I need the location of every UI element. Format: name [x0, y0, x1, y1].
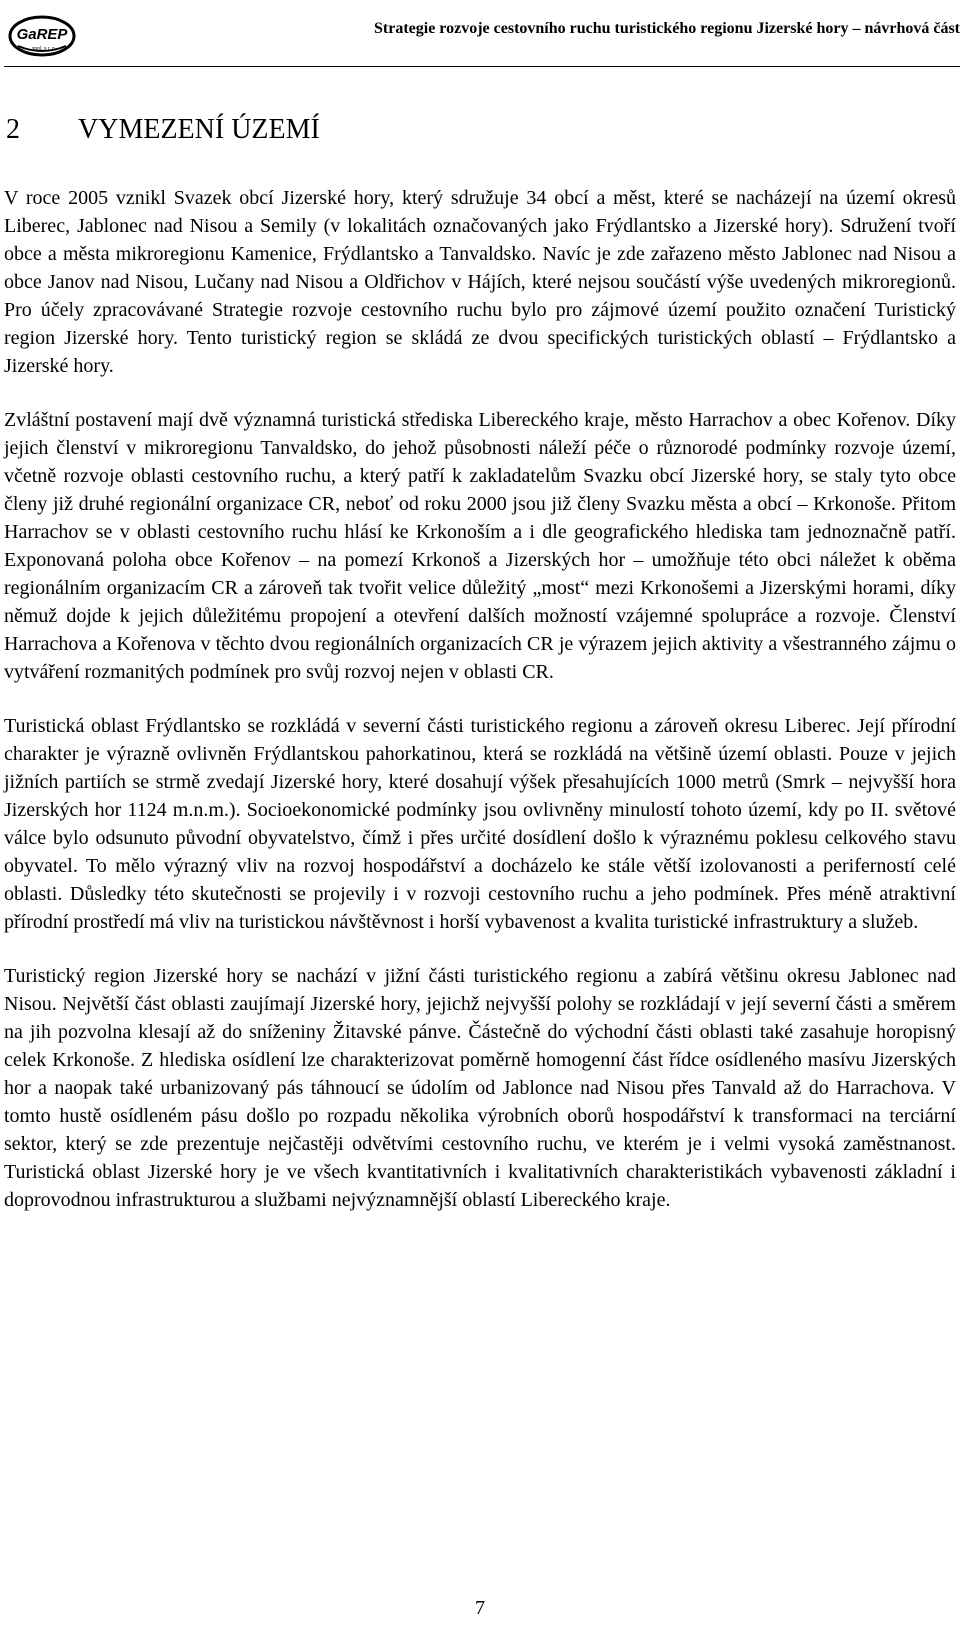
svg-text:spol. s r. o.: spol. s r. o. [31, 46, 57, 52]
paragraph: V roce 2005 vznikl Svazek obcí Jizerské hory, který sdružuje 34 obcí a měst, které se nacházejí na území okresů Liberec, Jablonec nad Nisou a Semily (v lokalitách označovaných jako Frýdlantsko a Jizerské hory). Sdružení tvoří obce a města mikroregionu Kamenice, Frýdlantsko a Tanvaldsko. Navíc je zde zařazeno město Jablonec nad Nisou a obce Janov nad Nisou, Lučany nad Nisou a Oldřichov v Hájích, které nejsou součástí výše uvedených mikroregionů. Pro účely zpracovávané Strategie rozvoje cestovního ruchu bylo pro zájmové území použito označení Turistický region Jizerské hory. Tento turistický region se skládá ze dvou specifických turistických oblastí – Frýdlantsko a Jizerské hory. [4, 187, 956, 377]
section-heading [6, 114, 320, 146]
document-header-title: Strategie rozvoje cestovního ruchu turistického regionu Jizerské hory – návrhová část [373, 20, 960, 37]
paragraph: Turistická oblast Frýdlantsko se rozkládá v severní části turistického regionu a zároveň okresu Liberec. Její přírodní charakter je výrazně ovlivněn Frýdlantskou pahorkatinou, která se rozkládá na většině území oblasti. Pouze v jejich jižních partiích se strmě zvedají Jizerské hory, které dosahují výšek přesahujících 1000 metrů (Smrk – nejvyšší hora Jizerských hor 1124 m.n.m.). Socioekonomické podmínky jsou ovlivněny minulostí tohoto území, kdy po II. světové válce bylo odsunuto původní obyvatelstvo, čímž i přes určité dosídlení došlo k výraznému poklesu celkového stavu obyvatel. To mělo výrazný vliv na rozvoj hospodářství a docházelo ke stále větší izolovanosti a periferností celé oblasti. Důsledky této skutečnosti se projevily i v rozvoji cestovního ruchu a jeho podmínek. Přes méně atraktivní přírodní prostředí má vliv na turistickou návštěvnost i horší vybavenost a kvalita turistické infrastruktury a služeb. [4, 715, 956, 933]
section-number: 2 [6, 114, 20, 145]
section-title: VYMEZENÍ ÚZEMÍ [78, 114, 320, 145]
garep-logo [8, 14, 76, 58]
svg-text:GaREP: GaREP [16, 26, 68, 43]
header-divider [4, 66, 960, 67]
paragraph: Turistický region Jizerské hory se nachází v jižní části turistického regionu a zabírá většinu okresu Jablonec nad Nisou. Největší část oblasti zaujímají Jizerské hory, jejichž nejvyšší polohy se rozkládají v její severní části a směrem na jih pozvolna klesají až do sníženiny Žitavské pánve. Částečně do východní části oblasti také zasahuje horopisný celek Krkonoše. Z hlediska osídlení lze charakterizovat poměrně homogenní část řídce osídleného masívu Jizerských hor a naopak také urbanizovaný pás táhnoucí se údolím od Jablonce nad Nisou přes Tanvald až do Harrachova. V tomto hustě osídleném pásu došlo po rozpadu několika výrobních oborů hospodářství k transformaci na terciární sektor, který se zde prezentuje nejčastěji odvětvími cestovního ruchu, ve kterém je i velmi vysoká zaměstnanost. Turistická oblast Jizerské hory je ve všech kvantitativních i kvalitativních charakteristikách vybavenosti základní i doprovodnou infrastrukturou a službami nejvýznamnější oblastí Libereckého kraje. [4, 965, 956, 1211]
page-number: 7 [475, 1597, 485, 1619]
body-text [4, 184, 956, 1240]
page-header [0, 0, 960, 66]
paragraph: Zvláštní postavení mají dvě významná turistická střediska Libereckého kraje, město Harrachov a obec Kořenov. Díky jejich členství v mikroregionu Tanvaldsko, do jehož působnosti náleží péče o různorodé podmínky rozvoje území, včetně rozvoje oblasti cestovního ruchu, a který patří k zakladatelům Svazku obcí Jizerské hory, se staly tyto obce členy již druhé regionální organizace CR, neboť od roku 2000 jsou již členy Svazku města a obcí – Krkonoše. Přitom Harrachov se v oblasti cestovního ruchu hlásí ke Krkonoším a i dle geografického hlediska tam jednoznačně patří. Exponovaná poloha obce Kořenov – na pomezí Krkonoš a Jizerských hor – umožňuje této obci náležet k oběma regionálním organizacím CR a zároveň tak tvořit velice důležitý „most“ mezi Krkonošemi a Jizerskými horami, díky němuž dojde k jejich důležitému propojení a otevření dalších možností vzájemné spolupráce a rozvoje. Členství Harrachova a Kořenova v těchto dvou regionálních organizacích CR je výrazem jejich aktivity a všestranného zájmu o vytváření rozmanitých podmínek pro svůj rozvoj nejen v oblasti CR. [4, 409, 956, 683]
